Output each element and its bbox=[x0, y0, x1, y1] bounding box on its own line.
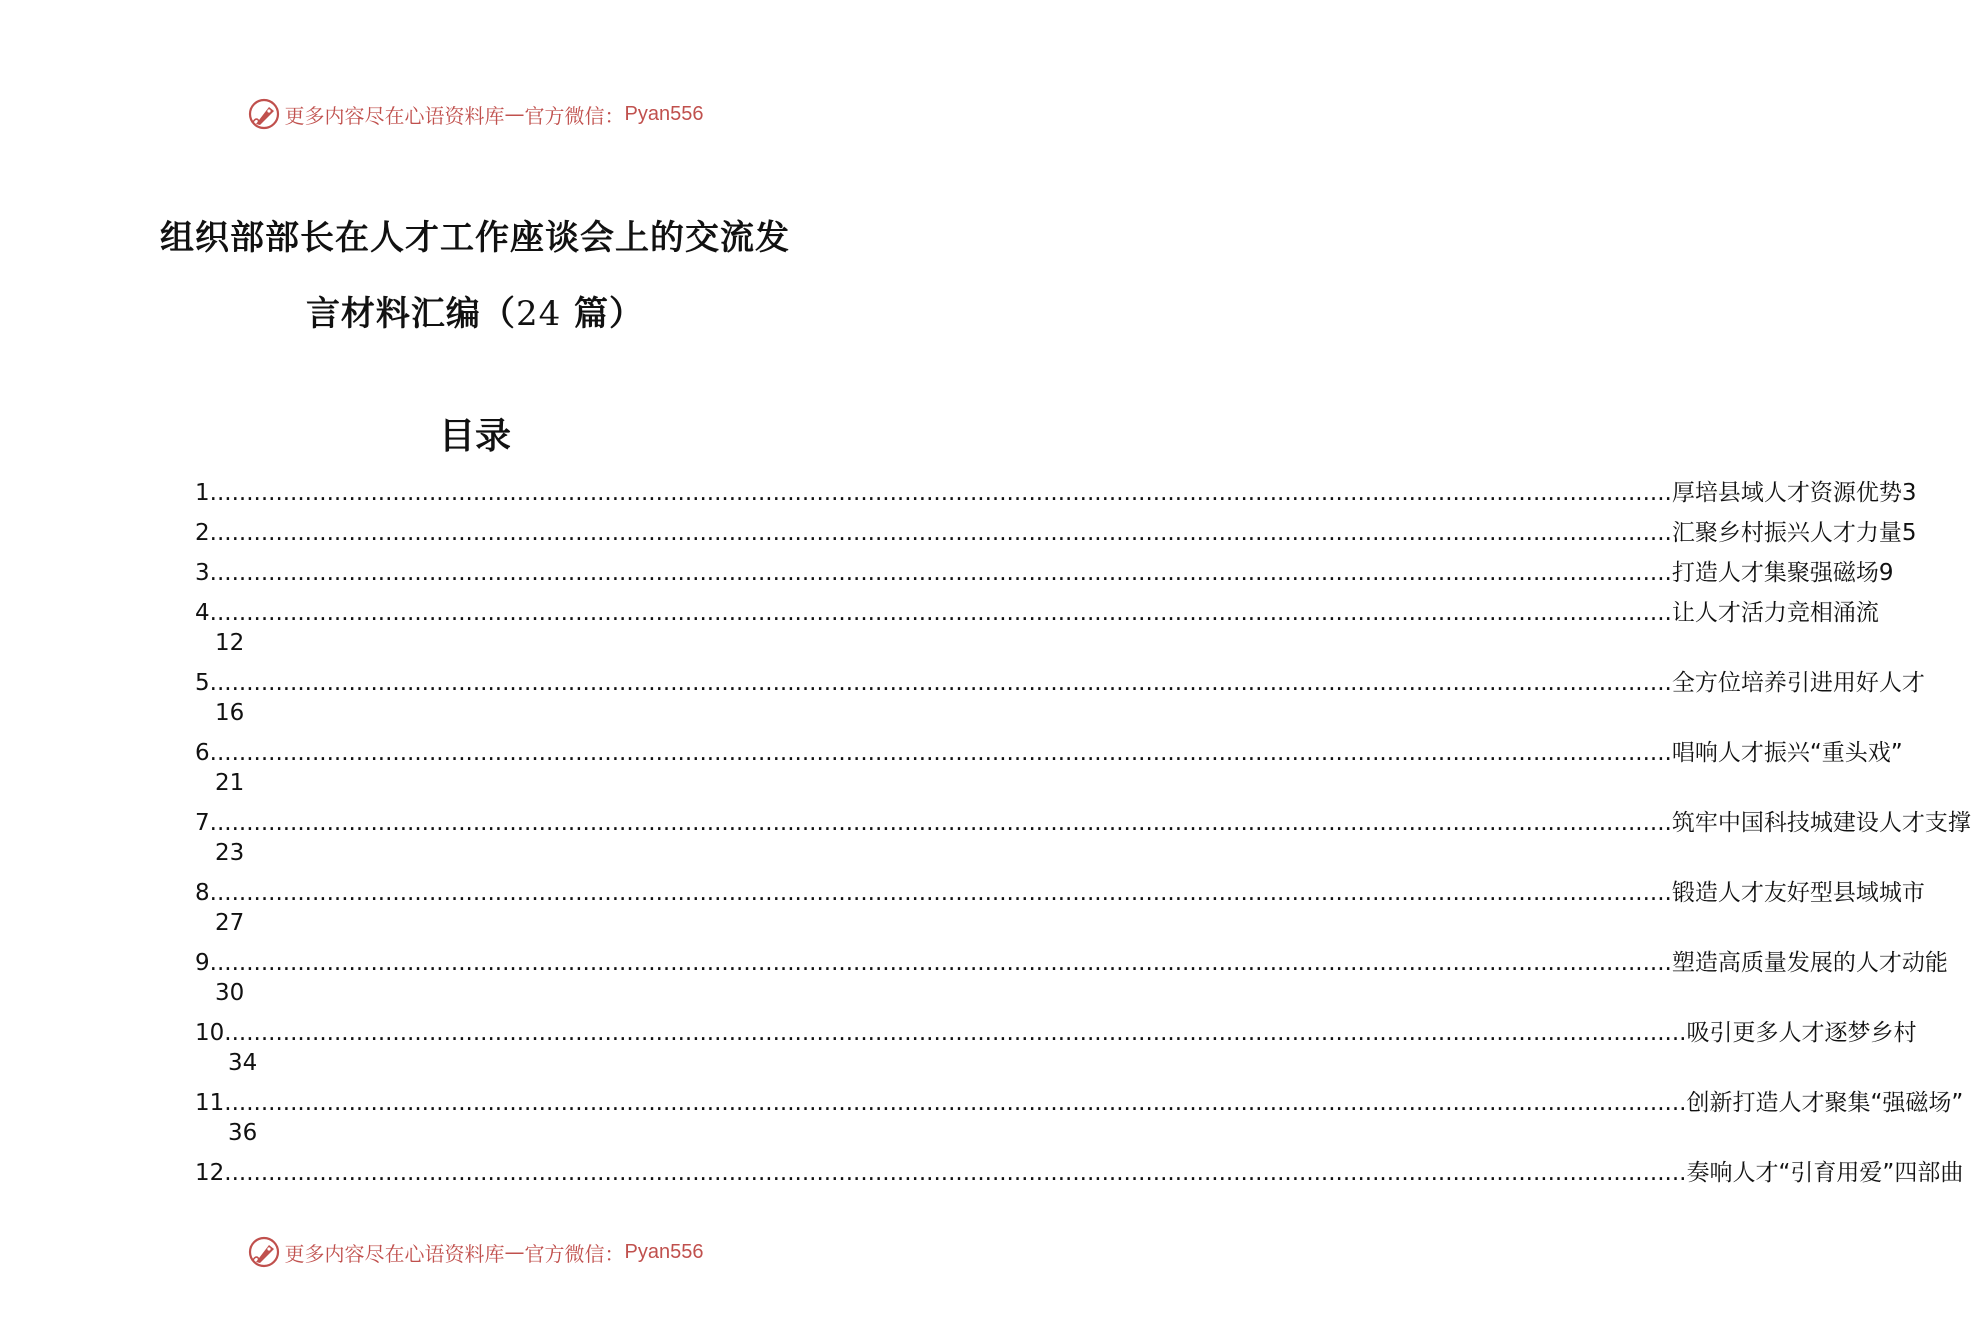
toc-entry-title: 奏响人才“引育用爱”四部曲 bbox=[1686, 1160, 1964, 1186]
footer-banner bbox=[0, 1232, 950, 1272]
toc-list bbox=[195, 478, 1971, 1198]
toc-entry-number: 1 bbox=[195, 480, 210, 506]
toc-entry-number: 10 bbox=[195, 1020, 225, 1046]
title-count: 24 bbox=[515, 294, 562, 334]
toc-entry[interactable] bbox=[195, 478, 1917, 518]
toc-entry-title: 让人才活力竞相涌流 bbox=[1671, 600, 1879, 626]
toc-entry-title: 创新打造人才聚集“强磁场” bbox=[1686, 1090, 1964, 1116]
toc-entry[interactable] bbox=[195, 738, 1903, 798]
title-line2-b: 篇） bbox=[561, 294, 645, 334]
toc-entry[interactable] bbox=[195, 598, 1879, 658]
document-title-line1: 组织部部长在人才工作座谈会上的交流发 bbox=[160, 218, 790, 258]
toc-entry-title: 塑造高质量发展的人才动能 bbox=[1671, 950, 1948, 976]
toc-entry-page-inline: 3 bbox=[1901, 480, 1917, 506]
toc-entry-page-inline: 5 bbox=[1901, 520, 1917, 546]
toc-dot-leader: ........................................................................................................................................................................................................ bbox=[209, 520, 1672, 546]
toc-entry[interactable] bbox=[195, 1088, 1964, 1148]
toc-entry-number: 7 bbox=[195, 810, 210, 836]
toc-dot-leader: ........................................................................................................................................................................................................ bbox=[209, 670, 1672, 696]
toc-entry-page: 23 bbox=[215, 840, 245, 866]
header-banner bbox=[0, 94, 950, 134]
toc-dot-leader: ........................................................................................................................................................................................................ bbox=[224, 1020, 1687, 1046]
toc-dot-leader: ........................................................................................................................................................................................................ bbox=[209, 740, 1672, 766]
toc-entry-number: 8 bbox=[195, 880, 210, 906]
pen-nib-logo-icon bbox=[247, 97, 281, 131]
toc-entry-number: 3 bbox=[195, 560, 210, 586]
toc-entry-number: 11 bbox=[195, 1090, 225, 1116]
document-title-line2 bbox=[0, 286, 950, 335]
toc-entry-page: 27 bbox=[215, 910, 245, 936]
toc-entry-title: 锻造人才友好型县域城市 bbox=[1671, 880, 1925, 906]
pen-nib-logo-icon bbox=[247, 1235, 281, 1269]
toc-entry[interactable] bbox=[195, 518, 1917, 558]
toc-dot-leader: ........................................................................................................................................................................................................ bbox=[209, 810, 1672, 836]
toc-entry-line bbox=[195, 1158, 1964, 1198]
banner-text: 更多内容尽在心语资料库 bbox=[284, 1241, 505, 1266]
toc-entry-page-inline: 9 bbox=[1878, 560, 1894, 586]
toc-entry-page: 16 bbox=[215, 700, 245, 726]
banner-official: 官方微信： bbox=[524, 103, 625, 128]
banner-wechat-id: Pyan556 bbox=[624, 1240, 704, 1263]
toc-dot-leader: ........................................................................................................................................................................................................ bbox=[209, 600, 1672, 626]
toc-entry-title: 唱响人才振兴“重头戏” bbox=[1671, 740, 1903, 766]
toc-entry-title: 筑牢中国科技城建设人才支撑 bbox=[1671, 810, 1971, 836]
toc-entry-line bbox=[195, 478, 1917, 518]
toc-entry[interactable] bbox=[195, 808, 1971, 868]
toc-entry-line bbox=[195, 558, 1894, 598]
toc-entry-title: 汇聚乡村振兴人才力量 bbox=[1671, 520, 1902, 546]
banner-text: 更多内容尽在心语资料库 bbox=[284, 103, 505, 128]
banner-official: 官方微信： bbox=[524, 1241, 625, 1266]
toc-entry-page: 21 bbox=[215, 770, 245, 796]
toc-entry-page: 34 bbox=[228, 1050, 258, 1076]
title-line2-a: 言材料汇编（ bbox=[305, 294, 516, 334]
toc-entry[interactable] bbox=[195, 1018, 1917, 1078]
banner-wechat-id: Pyan556 bbox=[624, 102, 704, 125]
toc-entry[interactable] bbox=[195, 948, 1948, 1008]
toc-entry-title: 厚培县域人才资源优势 bbox=[1671, 480, 1902, 506]
toc-heading: 目录 bbox=[438, 415, 511, 457]
banner-dash: — bbox=[504, 102, 525, 126]
toc-entry-title: 吸引更多人才逐梦乡村 bbox=[1686, 1020, 1917, 1046]
toc-entry-number: 12 bbox=[195, 1160, 225, 1186]
toc-entry-line bbox=[195, 518, 1917, 558]
toc-entry-page: 12 bbox=[215, 630, 245, 656]
toc-entry[interactable] bbox=[195, 668, 1925, 728]
toc-dot-leader: ........................................................................................................................................................................................................ bbox=[209, 880, 1672, 906]
toc-dot-leader: ........................................................................................................................................................................................................ bbox=[209, 950, 1672, 976]
toc-dot-leader: ........................................................................................................................................................................................................ bbox=[224, 1160, 1687, 1186]
toc-entry-page: 30 bbox=[215, 980, 245, 1006]
toc-entry-number: 5 bbox=[195, 670, 210, 696]
toc-entry-number: 6 bbox=[195, 740, 210, 766]
toc-entry[interactable] bbox=[195, 878, 1925, 938]
toc-dot-leader: ........................................................................................................................................................................................................ bbox=[209, 560, 1672, 586]
toc-entry-title: 打造人才集聚强磁场 bbox=[1671, 560, 1879, 586]
toc-entry[interactable] bbox=[195, 1158, 1964, 1198]
toc-entry-number: 4 bbox=[195, 600, 210, 626]
banner-dash: — bbox=[504, 1240, 525, 1264]
toc-entry[interactable] bbox=[195, 558, 1894, 598]
toc-entry-number: 9 bbox=[195, 950, 210, 976]
toc-entry-title: 全方位培养引进用好人才 bbox=[1671, 670, 1925, 696]
toc-entry-page: 36 bbox=[228, 1120, 258, 1146]
toc-dot-leader: ........................................................................................................................................................................................................ bbox=[209, 480, 1672, 506]
toc-dot-leader: ........................................................................................................................................................................................................ bbox=[224, 1090, 1687, 1116]
toc-entry-number: 2 bbox=[195, 520, 210, 546]
